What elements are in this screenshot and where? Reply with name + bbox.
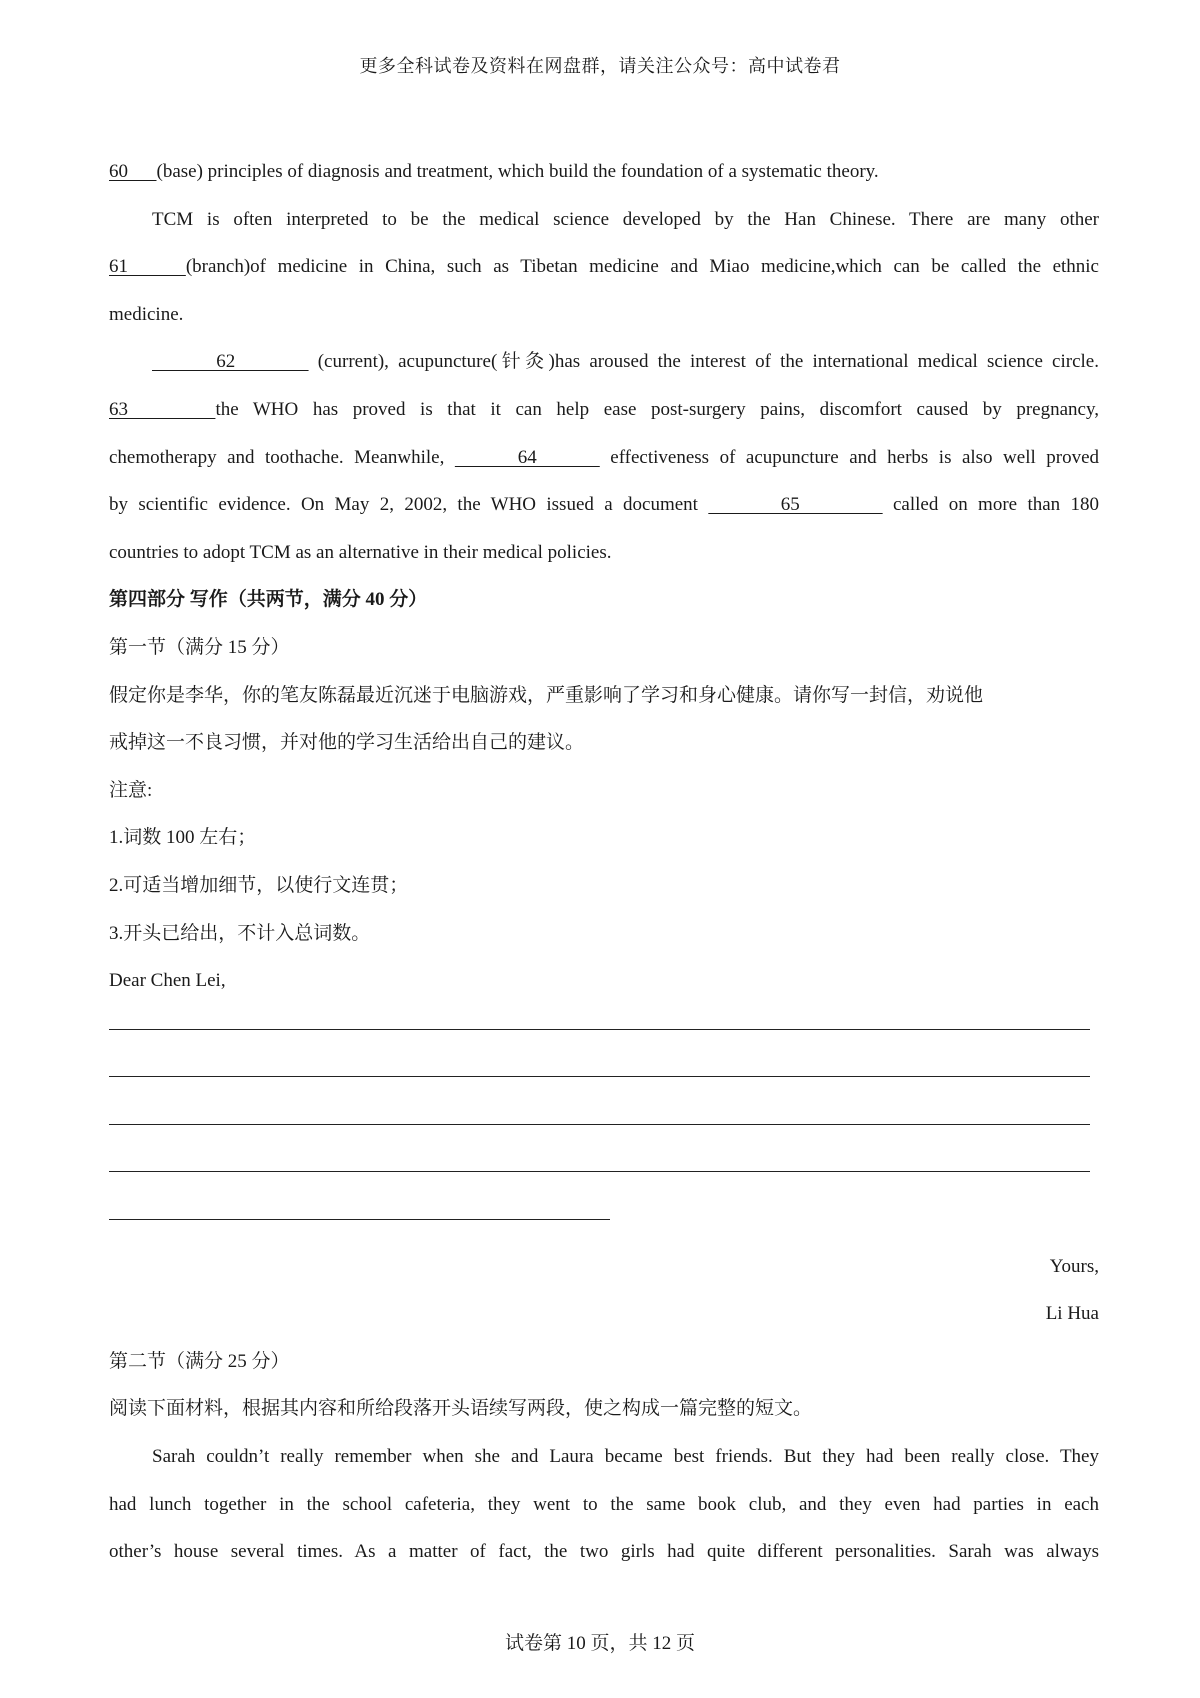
story-line-2: had lunch together in the school cafeteria, they went to the same book club, and they even had parties in each: [109, 1493, 1099, 1515]
passage-text: (branch)of medicine in China, such as Tibetan medicine and Miao medicine,which can be called the ethnic: [185, 256, 1099, 278]
writing-answer-line[interactable]: [109, 1195, 610, 1243]
blank-65: 65: [708, 494, 883, 516]
passage-line-5: [109, 338, 1099, 386]
passage-line-3: [109, 243, 1099, 291]
page-header: 更多全科试卷及资料在网盘群，请关注公众号：高中试卷君: [359, 56, 841, 76]
page-footer: 试卷第 10 页，共 12 页: [504, 1633, 695, 1654]
passage-text: (current), acupuncture(针灸)has aroused the interest of the international medical science circle.: [308, 351, 1099, 373]
letter-signature: Li Hua: [1045, 1303, 1099, 1325]
passage-line-4: medicine.: [109, 303, 184, 325]
passage-line-8: [109, 481, 1099, 529]
blank-61: 61: [109, 256, 186, 278]
notes-title: 注意:: [109, 779, 153, 801]
passage-text: effectiveness of acupuncture and herbs is also well proved: [599, 446, 1099, 468]
passage-text: the WHO has proved is that it can help ease post-surgery pains, discomfort caused by pregnancy,: [215, 398, 1099, 420]
blank-62: 62: [152, 351, 309, 373]
note-item: 1.词数 100 左右；: [109, 827, 257, 849]
passage-line-7: [109, 434, 1099, 482]
section2-prompt: 阅读下面材料，根据其内容和所给段落开头语续写两段，使之构成一篇完整的短文。: [109, 1398, 813, 1420]
section1-prompt-line-2: 戒掉这一不良习惯，并对他的学习生活给出自己的建议。: [109, 732, 585, 754]
part-title: 第四部分 写作（共两节，满分 40 分）: [109, 589, 428, 611]
section1-prompt-line-1: 假定你是李华，你的笔友陈磊最近沉迷于电脑游戏，严重影响了学习和身心健康。请你写一封信，劝说他: [109, 684, 984, 706]
blank-63: 63: [109, 398, 216, 420]
passage-line-6: [109, 386, 1099, 434]
note-item: 2.可适当增加细节，以使行文连贯；: [109, 874, 409, 896]
blank-60: 60: [109, 161, 157, 182]
writing-answer-line[interactable]: [109, 1147, 1090, 1195]
passage-text: called on more than 180: [882, 494, 1099, 516]
passage-line-2: TCM is often interpreted to be the medical science developed by the Han Chinese. There are many other: [152, 208, 1099, 230]
writing-answer-line[interactable]: [109, 1005, 1090, 1053]
story-line-3: other’s house several times. As a matter of fact, the two girls had quite different personalities. Sarah was always: [109, 1541, 1099, 1563]
section2-title: 第二节（满分 25 分）: [109, 1350, 290, 1372]
blank-64: 64: [454, 446, 600, 468]
writing-answer-line[interactable]: [109, 1100, 1090, 1148]
passage-text: chemotherapy and toothache. Meanwhile,: [109, 446, 455, 468]
note-item: 3.开头已给出，不计入总词数。: [109, 922, 371, 944]
passage-text: (base) principles of diagnosis and treatment, which build the foundation of a systematic theory.: [156, 161, 879, 182]
section1-title: 第一节（满分 15 分）: [109, 636, 290, 658]
story-line-1: Sarah couldn’t really remember when she and Laura became best friends. But they had been really close. They: [152, 1446, 1099, 1468]
letter-closing: Yours,: [1049, 1255, 1099, 1277]
passage-line-9: countries to adopt TCM as an alternative in their medical policies.: [109, 541, 612, 563]
passage-text: by scientific evidence. On May 2, 2002, the WHO issued a document: [109, 494, 709, 516]
page-content: [109, 148, 1099, 1576]
passage-line-1: [109, 148, 1099, 196]
letter-salutation: Dear Chen Lei,: [109, 970, 226, 992]
writing-answer-line[interactable]: [109, 1052, 1090, 1100]
